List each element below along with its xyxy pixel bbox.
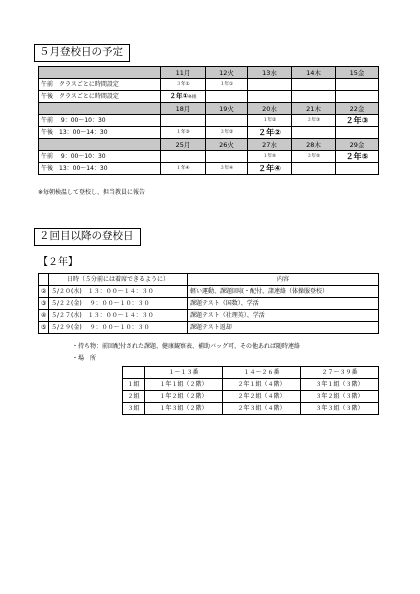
grade2-header-row	[39, 274, 379, 286]
belongings-note: ・持ち物：前回配付された課題、健康観察表、補助バッグ可、その他あれば随時連絡	[72, 343, 301, 350]
row-number: ②	[39, 286, 49, 298]
class-label: １組	[123, 379, 145, 391]
row-content: 軽い運動、課題回収・配付、諸連絡（体操服登校）	[188, 286, 379, 298]
row-number: ③	[39, 298, 49, 310]
may-schedule-table	[38, 66, 379, 175]
room-cell: ２年３組（４階）	[223, 403, 301, 415]
header-datetime: 日時（５分前には着席できるように）	[49, 274, 188, 286]
schedule-cell: １年②	[248, 115, 292, 127]
day-header: 12火	[206, 67, 248, 79]
schedule-cell: ３年④	[206, 163, 248, 175]
schedule-cell	[336, 91, 379, 103]
schedule-cell	[292, 79, 336, 91]
schedule-cell: １年⑤	[248, 151, 292, 163]
class-label: ２組	[123, 391, 145, 403]
schedule-cell: ３年③	[292, 115, 336, 127]
schedule-cell: ３年⑤	[292, 151, 336, 163]
highlight-text: ２年①	[169, 91, 189, 100]
schedule-cell	[248, 79, 292, 91]
period-label: 午前 9：00～10：30	[39, 151, 161, 163]
day-header: 21木	[292, 103, 336, 115]
week3-header-blank	[39, 139, 161, 151]
period-label: 午後 13：00～14：30	[39, 163, 161, 175]
day-header: 20水	[248, 103, 292, 115]
row-content: 課題テスト返却	[188, 322, 379, 334]
section1-title: ５月登校日の予定	[34, 44, 130, 62]
row-number: ⑤	[39, 322, 49, 334]
schedule-cell-highlight: ２年②	[248, 127, 292, 139]
schedule-cell	[248, 91, 292, 103]
class-label: ３組	[123, 403, 145, 415]
schedule-cell	[161, 115, 206, 127]
places-table	[122, 366, 379, 415]
row-datetime: ５/２９(金) ９：００～１０：３０	[49, 322, 188, 334]
grade-label: 【２年】	[38, 257, 78, 268]
day-header: 26火	[206, 139, 248, 151]
schedule-cell-highlight	[161, 91, 206, 103]
schedule-cell	[206, 91, 248, 103]
room-cell: ２年１組（４階）	[223, 379, 301, 391]
schedule-cell: １年①	[206, 79, 248, 91]
day-header: 22金	[336, 103, 379, 115]
week3-pm-row	[39, 163, 379, 175]
schedule-cell-highlight: ２年⑤	[336, 151, 379, 163]
room-cell: ２年２組（４階）	[223, 391, 301, 403]
places-row	[123, 403, 379, 415]
schedule-cell	[161, 151, 206, 163]
schedule-cell: １年③	[161, 127, 206, 139]
row-content: 課題テスト（国数）、学活	[188, 298, 379, 310]
week2-am-row	[39, 115, 379, 127]
places-header: １～１３番	[145, 367, 223, 379]
places-header: ２７～３９番	[301, 367, 379, 379]
schedule-cell	[292, 91, 336, 103]
header-no	[39, 274, 49, 286]
room-cell: １年１組（２階）	[145, 379, 223, 391]
schedule-cell	[336, 127, 379, 139]
schedule-cell: １年④	[161, 163, 206, 175]
day-header: 13水	[248, 67, 292, 79]
week3-header-row	[39, 139, 379, 151]
row-content: 課題テスト（社理英）、学活	[188, 310, 379, 322]
row-datetime: ５/２７(水) １３：００～１４：３０	[49, 310, 188, 322]
week1-header-blank	[39, 67, 161, 79]
week1-pm-row	[39, 91, 379, 103]
week2-header-row	[39, 103, 379, 115]
day-header: 28木	[292, 139, 336, 151]
place-label: ・場 所	[72, 355, 97, 362]
week2-pm-row	[39, 127, 379, 139]
section2-title: ２回目以降の登校日	[34, 228, 141, 246]
grade2-schedule-table	[38, 273, 379, 334]
schedule-cell	[206, 151, 248, 163]
period-label: 午後 13：00～14：30	[39, 127, 161, 139]
highlight-note: ※組	[188, 94, 197, 100]
day-header: 25月	[161, 139, 206, 151]
grade2-row	[39, 298, 379, 310]
places-header-row	[123, 367, 379, 379]
schedule-cell: ３年②	[206, 127, 248, 139]
room-cell: １年３組（２階）	[145, 403, 223, 415]
day-header: 14木	[292, 67, 336, 79]
row-number: ④	[39, 310, 49, 322]
week3-am-row	[39, 151, 379, 163]
day-header: 15金	[336, 67, 379, 79]
places-row	[123, 391, 379, 403]
grade2-row	[39, 322, 379, 334]
week1-header-row	[39, 67, 379, 79]
day-header: 18月	[161, 103, 206, 115]
schedule-cell	[206, 115, 248, 127]
period-label: 午後 クラスごとに時間設定	[39, 91, 161, 103]
day-header: 11月	[161, 67, 206, 79]
places-header: １４～２６番	[223, 367, 301, 379]
schedule-cell	[292, 163, 336, 175]
day-header: 19火	[206, 103, 248, 115]
day-header: 29金	[336, 139, 379, 151]
grade2-row	[39, 286, 379, 298]
grade2-row	[39, 310, 379, 322]
schedule-cell	[292, 127, 336, 139]
places-row	[123, 379, 379, 391]
day-header: 27水	[248, 139, 292, 151]
period-label: 午前 9：00～10：30	[39, 115, 161, 127]
schedule-cell	[336, 79, 379, 91]
schedule-cell-highlight: ２年④	[248, 163, 292, 175]
schedule-cell	[336, 163, 379, 175]
room-cell: ３年２組（３階）	[301, 391, 379, 403]
week2-header-blank	[39, 103, 161, 115]
schedule-cell-highlight: ２年③	[336, 115, 379, 127]
week1-am-row	[39, 79, 379, 91]
header-content: 内容	[188, 274, 379, 286]
period-label: 午前 クラスごとに時間設定	[39, 79, 161, 91]
row-datetime: ５/２０(水) １３：００～１４：３０	[49, 286, 188, 298]
room-cell: １年２組（２階）	[145, 391, 223, 403]
schedule-note: ※毎朝検温して登校し、担当教員に報告	[38, 189, 146, 196]
room-cell: ３年３組（３階）	[301, 403, 379, 415]
schedule-cell: ３年①	[161, 79, 206, 91]
row-datetime: ５/２２(金) ９：００～１０：３０	[49, 298, 188, 310]
places-header-blank	[123, 367, 145, 379]
room-cell: ３年１組（３階）	[301, 379, 379, 391]
